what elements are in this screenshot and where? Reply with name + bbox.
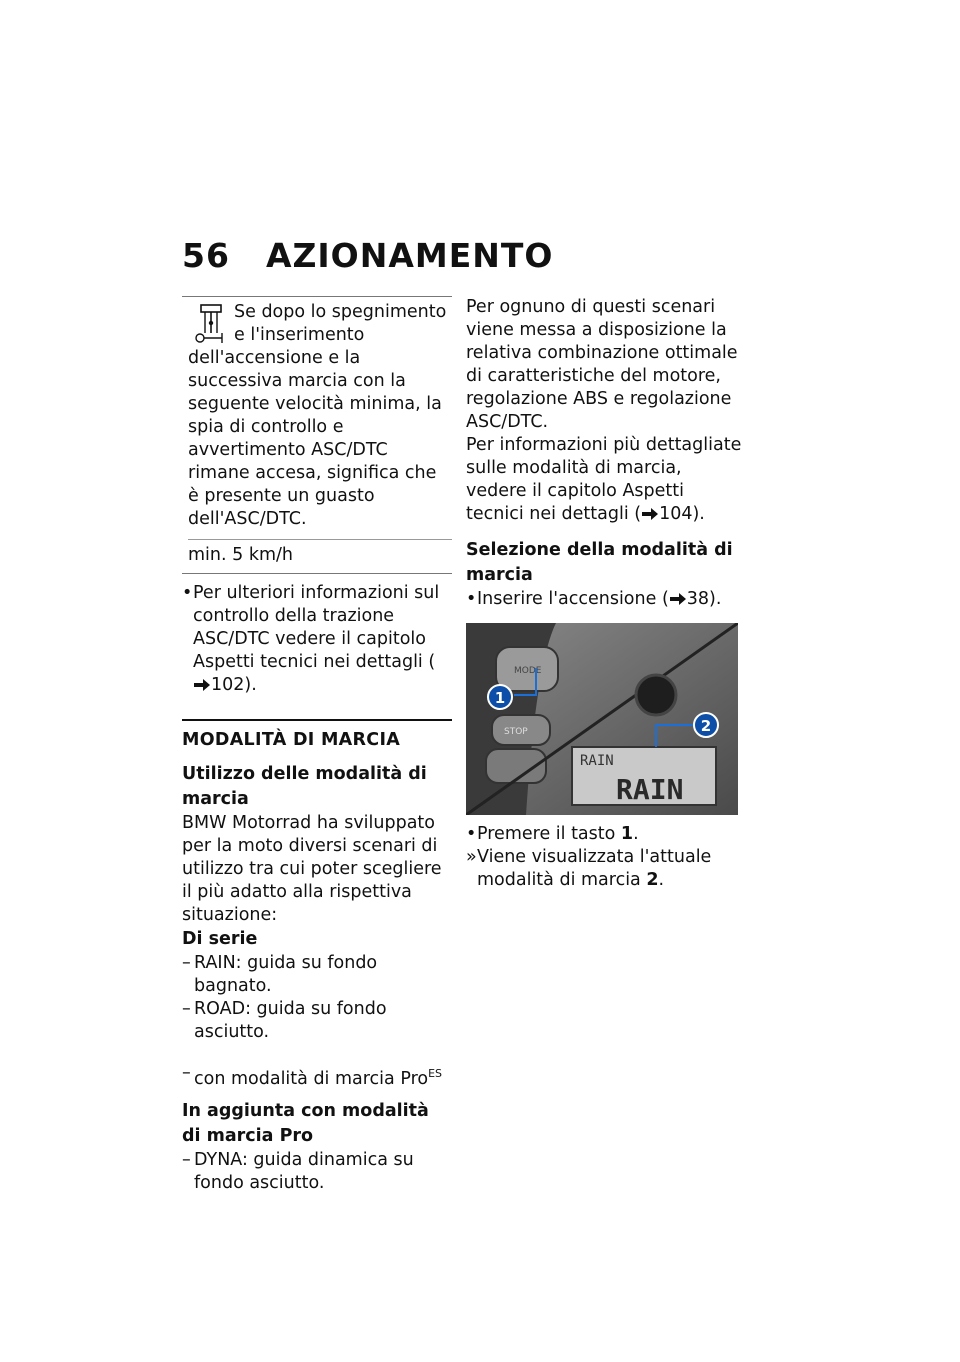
dash-text: RAIN: guida su fondo bagnato. bbox=[194, 953, 378, 996]
dash-mark: – bbox=[182, 1063, 191, 1083]
list-item: • Per ulteriori informazioni sul controllo della trazione ASC/DTC vedere il capitolo Aspetti tecnici nei dettagli (102). bbox=[182, 583, 440, 695]
dash-text: DYNA: guida dinamica su fondo asciutto. bbox=[194, 1149, 414, 1193]
list-item: • Premere il tasto 1. bbox=[466, 824, 639, 844]
section-heading: MODALITÀ DI MARCIA bbox=[182, 730, 401, 750]
handlebar-figure bbox=[466, 623, 738, 815]
bullet-icon: • bbox=[466, 589, 477, 609]
page-reference-arrow-icon bbox=[194, 679, 210, 691]
pro-heading: In aggiunta con modalità di marcia Pro bbox=[182, 1100, 429, 1146]
pro-line bbox=[182, 1062, 452, 1091]
callout-number-2: 2 bbox=[700, 717, 712, 735]
warning-text: Se dopo lo spegnimento e l'inserimento dell'accensione e la successiva marcia con la seguente velocità minima, la spia di controllo e avvertimento ASC/DTC rimane accesa, significa che è presente un guasto dell'ASC/DTC. bbox=[188, 302, 447, 529]
paragraph-text: Per informazioni più dettagliate sulle modalità di marcia, vedere il capitolo Aspetti tecnici nei dettagli bbox=[466, 435, 742, 524]
page-reference[interactable]: 38). bbox=[686, 589, 722, 609]
section-divider bbox=[182, 719, 452, 721]
list-item bbox=[466, 588, 742, 611]
bullet-text: Premere il tasto bbox=[477, 824, 616, 844]
handlebar-illustration bbox=[466, 623, 738, 815]
paragraph: Per informazioni più dettagliate sulle modalità di marcia, vedere il capitolo Aspetti tecnici nei dettagli ( 104). bbox=[466, 435, 742, 524]
display-small-text: RAIN bbox=[580, 753, 614, 769]
mode-button-label: MODE bbox=[514, 666, 542, 676]
callout-number-1: 1 bbox=[494, 689, 506, 707]
bullet-text: Inserire l'accensione ( bbox=[477, 589, 669, 609]
right-column bbox=[466, 296, 742, 892]
display-large-text: RAIN bbox=[616, 773, 684, 806]
result-text: Viene visualizzata l'attuale modalità di marcia bbox=[477, 847, 712, 890]
result-item: » Viene visualizzata l'attuale modalità di marcia 2. bbox=[466, 847, 712, 890]
page-reference-arrow-icon bbox=[670, 593, 686, 605]
bullet-icon: • bbox=[466, 824, 477, 844]
dash-mark: – bbox=[182, 999, 191, 1019]
dash-mark: – bbox=[182, 953, 191, 973]
pro-line-text: con modalità di marcia Pro bbox=[194, 1068, 429, 1089]
key-reference: 2 bbox=[646, 870, 659, 890]
standard-heading: Di serie bbox=[182, 929, 258, 949]
warning-text-block bbox=[188, 301, 452, 539]
page-reference-arrow-icon bbox=[642, 508, 658, 520]
warning-box bbox=[182, 296, 452, 574]
subheading: Selezione della modalità di marcia bbox=[466, 540, 733, 585]
asc-dtc-warning-icon bbox=[192, 303, 228, 347]
dash-text: ROAD: guida su fondo asciutto. bbox=[194, 999, 387, 1042]
list-item bbox=[182, 998, 452, 1044]
pro-superscript: ES bbox=[428, 1067, 443, 1080]
page-number: 56 bbox=[182, 236, 230, 275]
bullet-text: Per ulteriori informazioni sul controllo della trazione ASC/DTC vedere il capitolo Aspetti tecnici nei dettagli bbox=[193, 583, 440, 672]
list-item bbox=[182, 1149, 452, 1195]
paragraph: Per ognuno di questi scenari viene messa a disposizione la relativa combinazione ottimale di caratteristiche del motore, regolazione ABS e regolazione ASC/DTC. bbox=[466, 297, 738, 432]
dial-knob bbox=[636, 675, 676, 715]
page-header bbox=[182, 236, 553, 275]
list-item bbox=[182, 952, 452, 998]
stop-button-label: STOP bbox=[504, 727, 528, 737]
section-title: AZIONAMENTO bbox=[265, 236, 554, 275]
page-reference[interactable]: 102). bbox=[211, 675, 257, 695]
key-reference: 1 bbox=[620, 824, 634, 844]
result-mark: » bbox=[466, 847, 477, 867]
left-column bbox=[182, 296, 452, 1195]
page-reference[interactable]: 104). bbox=[659, 504, 705, 524]
bullet-icon: • bbox=[182, 583, 193, 603]
subheading: Utilizzo delle modalità di marcia bbox=[182, 764, 427, 809]
dash-mark: – bbox=[182, 1149, 191, 1170]
paragraph: BMW Motorrad ha sviluppato per la moto diversi scenari di utilizzo tra cui poter scegliere il più adatto alla rispettiva situazione: bbox=[182, 813, 442, 925]
warning-speed-value: min. 5 km/h bbox=[188, 539, 452, 573]
